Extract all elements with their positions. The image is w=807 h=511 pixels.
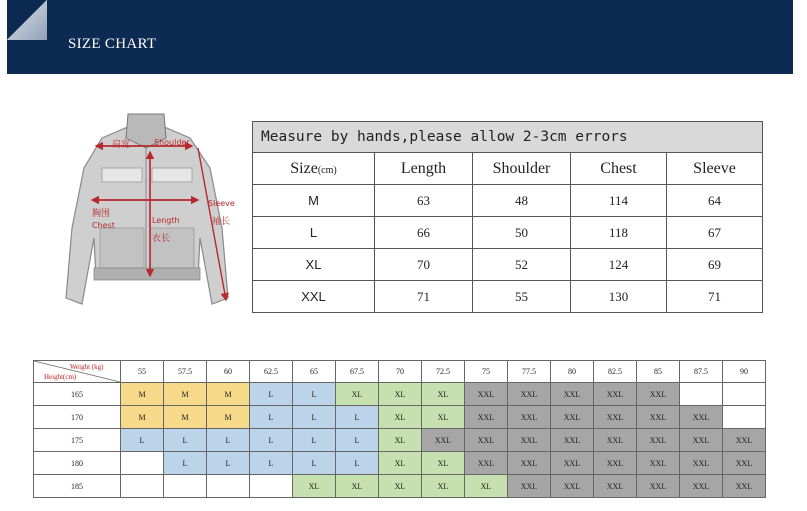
chest-zh-label: 胸围	[92, 209, 111, 219]
size-recommendation-cell: XXL	[594, 383, 637, 406]
weight-header-cell: 67.5	[336, 361, 379, 383]
size-recommendation-cell: L	[336, 406, 379, 429]
weight-header-cell: 80	[551, 361, 594, 383]
weight-header-cell: 62.5	[250, 361, 293, 383]
size-recommendation-cell: XXL	[594, 406, 637, 429]
size-recommendation-cell	[680, 383, 723, 406]
height-cell: 180	[34, 452, 121, 475]
size-recommendation-cell: XXL	[680, 475, 723, 498]
sleeve-cell: 67	[667, 217, 763, 249]
sleeve-cell: 64	[667, 185, 763, 217]
header-banner	[7, 0, 793, 74]
weight-header-cell: 72.5	[422, 361, 465, 383]
size-recommendation-cell: L	[207, 452, 250, 475]
size-recommendation-cell: M	[164, 406, 207, 429]
weight-header-cell: 87.5	[680, 361, 723, 383]
size-recommendation-cell: XXL	[508, 429, 551, 452]
shoulder-cell: 52	[473, 249, 571, 281]
shoulder-en-label: Shoulder	[154, 138, 190, 147]
size-table-header	[253, 153, 763, 185]
size-column-header	[253, 153, 375, 185]
height-axis-label: Height(cm)	[44, 373, 77, 381]
size-recommendation-cell	[121, 475, 164, 498]
size-cell: M	[253, 185, 375, 217]
length-cell: 66	[375, 217, 473, 249]
size-recommendation-cell: XXL	[637, 452, 680, 475]
size-recommendation-cell	[164, 475, 207, 498]
size-recommendation-cell: XXL	[551, 429, 594, 452]
grid-row	[34, 406, 766, 429]
chest-cell: 114	[571, 185, 667, 217]
size-recommendation-cell: XXL	[508, 475, 551, 498]
weight-axis-label: Weight (kg)	[70, 363, 104, 371]
size-recommendation-cell: XXL	[680, 406, 723, 429]
size-recommendation-cell: XXL	[465, 452, 508, 475]
size-recommendation-cell: XXL	[594, 475, 637, 498]
grid-row	[34, 429, 766, 452]
length-cell: 71	[375, 281, 473, 313]
sleeve-en-label: Sleeve	[208, 199, 235, 208]
sleeve-zh-label: 袖长	[212, 217, 231, 227]
size-recommendation-cell: XXL	[637, 475, 680, 498]
chest-cell: 118	[571, 217, 667, 249]
size-recommendation-cell: XXL	[465, 406, 508, 429]
measurement-note: Measure by hands,please allow 2-3cm errors	[253, 122, 763, 153]
size-recommendation-cell: L	[250, 429, 293, 452]
size-recommendation-cell: XXL	[551, 452, 594, 475]
size-recommendation-cell: XL	[465, 475, 508, 498]
size-recommendation-cell: M	[121, 383, 164, 406]
weight-header-cell: 77.5	[508, 361, 551, 383]
size-recommendation-cell: XXL	[422, 429, 465, 452]
size-recommendation-cell: XXL	[594, 429, 637, 452]
size-recommendation-cell: M	[121, 406, 164, 429]
size-recommendation-cell: XXL	[723, 452, 766, 475]
size-recommendation-cell: XXL	[551, 383, 594, 406]
size-recommendation-cell: M	[207, 383, 250, 406]
size-recommendation-cell	[121, 452, 164, 475]
shoulder-cell: 48	[473, 185, 571, 217]
size-recommendation-cell: XXL	[465, 383, 508, 406]
height-cell: 175	[34, 429, 121, 452]
shoulder-cell: 55	[473, 281, 571, 313]
size-recommendation-cell: XXL	[508, 383, 551, 406]
length-zh-label: 衣长	[152, 234, 171, 244]
table-row	[253, 281, 763, 313]
size-recommendation-cell: L	[250, 383, 293, 406]
weight-header-row	[34, 361, 766, 383]
size-recommendation-cell: L	[336, 429, 379, 452]
length-cell: 63	[375, 185, 473, 217]
table-row	[253, 249, 763, 281]
table-row	[253, 217, 763, 249]
size-recommendation-cell: XXL	[551, 406, 594, 429]
size-recommendation-cell	[250, 475, 293, 498]
grid-row	[34, 383, 766, 406]
chest-column-header: Chest	[571, 153, 667, 185]
weight-header-cell: 55	[121, 361, 164, 383]
size-recommendation-cell: XXL	[637, 383, 680, 406]
size-recommendation-cell: L	[207, 429, 250, 452]
size-recommendation-cell: L	[293, 383, 336, 406]
length-cell: 70	[375, 249, 473, 281]
size-cell: L	[253, 217, 375, 249]
size-recommendation-cell: XXL	[680, 429, 723, 452]
size-recommendation-cell: XL	[422, 406, 465, 429]
size-recommendation-cell: XXL	[723, 429, 766, 452]
length-en-label: Length	[152, 216, 180, 225]
size-recommendation-cell: L	[164, 429, 207, 452]
size-recommendation-cell	[723, 406, 766, 429]
size-recommendation-cell: XXL	[551, 475, 594, 498]
size-recommendation-cell: XL	[379, 452, 422, 475]
grid-corner-cell	[34, 361, 121, 383]
size-recommendation-cell: XXL	[508, 406, 551, 429]
size-recommendation-cell: XXL	[723, 475, 766, 498]
size-recommendation-cell: XL	[422, 383, 465, 406]
weight-header-cell: 85	[637, 361, 680, 383]
size-recommendation-cell	[723, 383, 766, 406]
sleeve-column-header: Sleeve	[667, 153, 763, 185]
size-recommendation-cell: XXL	[637, 406, 680, 429]
size-recommendation-cell: XXL	[508, 452, 551, 475]
size-cell: XL	[253, 249, 375, 281]
size-recommendation-cell: L	[250, 406, 293, 429]
size-recommendation-cell: XL	[379, 475, 422, 498]
height-cell: 165	[34, 383, 121, 406]
shoulder-zh-label: 肩宽	[112, 140, 131, 150]
shoulder-cell: 50	[473, 217, 571, 249]
weight-header-cell: 65	[293, 361, 336, 383]
chest-cell: 130	[571, 281, 667, 313]
shoulder-column-header: Shoulder	[473, 153, 571, 185]
size-recommendation-cell: XL	[422, 452, 465, 475]
size-recommendation-cell: L	[293, 406, 336, 429]
size-recommendation-cell: L	[336, 452, 379, 475]
size-recommendation-cell: L	[293, 452, 336, 475]
size-recommendation-cell: XL	[336, 475, 379, 498]
size-recommendation-cell: L	[164, 452, 207, 475]
size-recommendation-cell: L	[250, 452, 293, 475]
page-title: SIZE CHART	[68, 36, 157, 52]
size-recommendation-cell: XL	[293, 475, 336, 498]
size-recommendation-cell: XXL	[465, 429, 508, 452]
weight-header-cell: 60	[207, 361, 250, 383]
size-measurement-table	[252, 121, 763, 313]
length-column-header: Length	[375, 153, 473, 185]
page-curl-decoration	[7, 0, 47, 40]
size-recommendation-cell: XL	[379, 406, 422, 429]
chest-en-label: Chest	[92, 221, 115, 230]
size-recommendation-cell: M	[207, 406, 250, 429]
size-unit-label: (cm)	[317, 164, 337, 176]
sleeve-cell: 71	[667, 281, 763, 313]
weight-header-cell: 82.5	[594, 361, 637, 383]
weight-header-cell: 70	[379, 361, 422, 383]
weight-height-fit-grid	[33, 360, 766, 498]
chest-cell: 124	[571, 249, 667, 281]
size-header-label: Size	[290, 159, 318, 177]
size-recommendation-cell: L	[293, 429, 336, 452]
grid-row	[34, 452, 766, 475]
table-row	[253, 185, 763, 217]
weight-header-cell: 75	[465, 361, 508, 383]
size-recommendation-cell	[207, 475, 250, 498]
size-recommendation-cell: M	[164, 383, 207, 406]
grid-row	[34, 475, 766, 498]
height-cell: 170	[34, 406, 121, 429]
weight-header-cell: 90	[723, 361, 766, 383]
weight-header-cell: 57.5	[164, 361, 207, 383]
size-recommendation-cell: XL	[336, 383, 379, 406]
size-recommendation-cell: XL	[379, 383, 422, 406]
sleeve-cell: 69	[667, 249, 763, 281]
size-recommendation-cell: L	[121, 429, 164, 452]
jacket-diagram	[40, 108, 252, 320]
size-recommendation-cell: XL	[422, 475, 465, 498]
size-recommendation-cell: XXL	[594, 452, 637, 475]
size-recommendation-cell: XXL	[680, 452, 723, 475]
size-recommendation-cell: XXL	[637, 429, 680, 452]
size-cell: XXL	[253, 281, 375, 313]
size-recommendation-cell: XL	[379, 429, 422, 452]
height-cell: 185	[34, 475, 121, 498]
